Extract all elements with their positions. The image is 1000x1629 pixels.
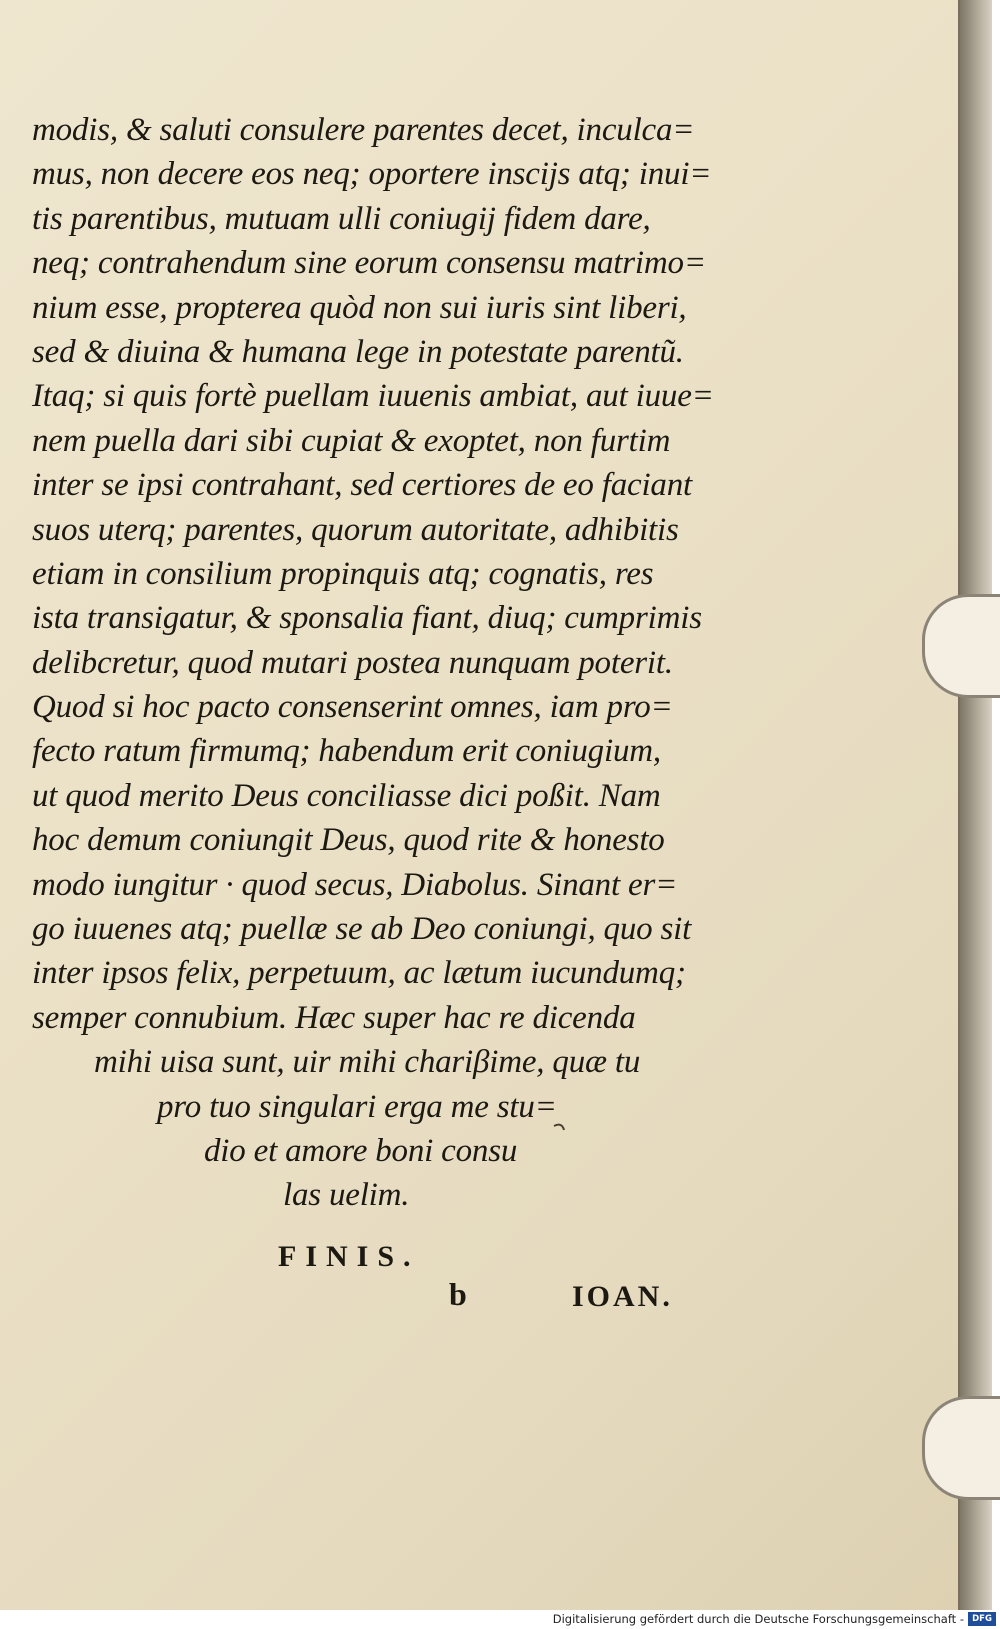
text-line: ista transigatur, & sponsalia fiant, diuq; cumprimis <box>32 600 702 637</box>
text-line: neq; contrahendum sine eorum consensu matrimo= <box>32 245 706 282</box>
text-line: Quod si hoc pacto consenserint omnes, iam pro= <box>32 689 673 726</box>
text-line: nium esse, propterea quòd non sui iuris sint liberi, <box>32 289 687 326</box>
text-line: nem puella dari sibi cupiat & exoptet, non furtim <box>32 422 671 459</box>
text-line: inter ipsos felix, perpetuum, ac lætum iucundumq; <box>32 955 686 992</box>
text-line: mus, non decere eos neq; oportere inscijs atq; inui= <box>32 156 712 193</box>
text-line: semper connubium. Hæc super hac re dicenda <box>32 999 636 1036</box>
clip-tab-icon <box>922 1396 1000 1500</box>
catchword: IOAN. <box>572 1280 673 1313</box>
body-text <box>32 108 712 1218</box>
text-line: modo iungitur · quod secus, Diabolus. Sinant er= <box>32 866 678 903</box>
text-line-tapered: mihi uisa sunt, uir mihi chariβime, quæ tu <box>94 1044 641 1081</box>
text-line: suos uterq; parentes, quorum autoritate, adhibitis <box>32 511 679 548</box>
text-line: hoc demum coniungit Deus, quod rite & honesto <box>32 822 665 859</box>
finis-heading: FINIS. <box>278 1240 420 1273</box>
footer-credit: Digitalisierung gefördert durch die Deutsche Forschungsgemeinschaft - <box>552 1612 964 1626</box>
text-line-tapered: pro tuo singulari erga me stu= <box>157 1088 557 1125</box>
signature-mark: b <box>449 1276 467 1312</box>
text-line: inter se ipsi contrahant, sed certiores de eo faciant <box>32 467 692 504</box>
text-line: ut quod merito Deus conciliasse dici poßit. Nam <box>32 777 661 814</box>
text-line: sed & diuina & humana lege in potestate parentũ. <box>32 333 684 370</box>
text-line: go iuuenes atq; puellæ se ab Deo coniungi, quo sit <box>32 911 692 948</box>
footer-bar <box>0 1611 1000 1629</box>
pen-mark-icon <box>550 1120 580 1150</box>
text-line: Itaq; si quis fortè puellam iuuenis ambiat, aut iuue= <box>32 378 714 415</box>
text-line: fecto ratum firmumq; habendum erit coniugium, <box>32 733 661 770</box>
text-line: modis, & saluti consulere parentes decet, inculca= <box>32 112 695 148</box>
dfg-logo-icon: DFG <box>968 1612 996 1626</box>
text-line: tis parentibus, mutuam ulli coniugij fidem dare, <box>32 200 651 237</box>
text-line-tapered: las uelim. <box>283 1177 410 1214</box>
clip-tab-icon <box>922 594 1000 698</box>
text-line: etiam in consilium propinquis atq; cognatis, res <box>32 555 654 592</box>
text-line: delibcretur, quod mutari postea nunquam poterit. <box>32 644 673 681</box>
text-line-tapered: dio et amore boni consu <box>204 1132 518 1169</box>
